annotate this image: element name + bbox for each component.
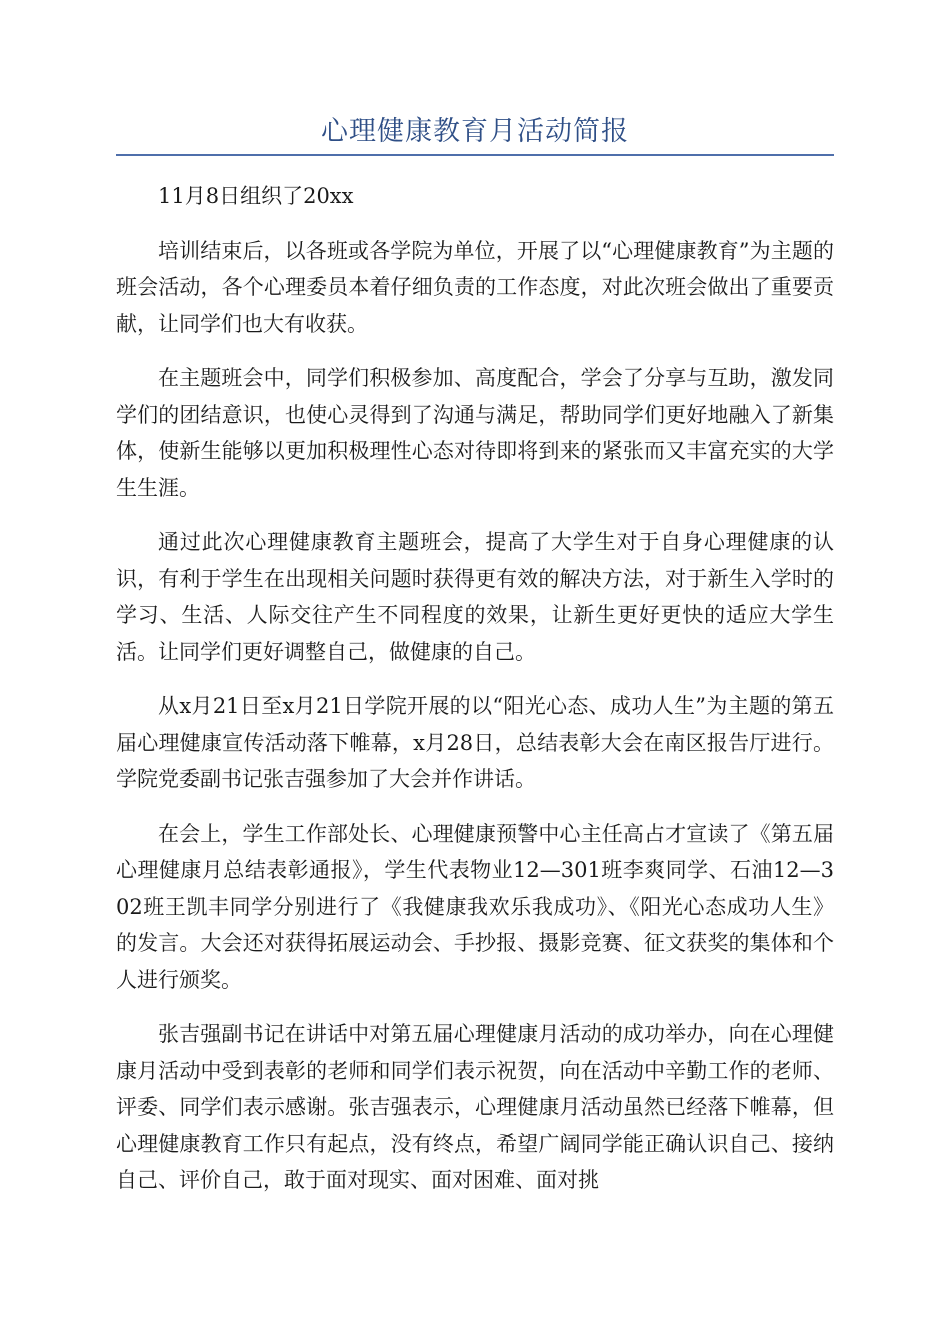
paragraph: 在会上，学生工作部处长、心理健康预警中心主任高占才宣读了《第五届心理健康月总结表彰通报》，学生代表物业12—301班李爽同学、石油12—302班王凯丰同学分别进行了《我健康我欢乐我成功》、《阳光心态成功人生》的发言。大会还对获得拓展运动会、手抄报、摄影竞赛、征文获奖的集体和个人进行颁奖。 xyxy=(116,821,834,992)
paragraph: 从x月21日至x月21日学院开展的以“阳光心态、成功人生”为主题的第五届心理健康宣传活动落下帷幕，x月28日，总结表彰大会在南区报告厅进行。学院党委副书记张吉强参加了大会并作讲话。 xyxy=(116,694,834,791)
paragraph: 在主题班会中，同学们积极参加、高度配合，学会了分享与互助，激发同学们的团结意识，也使心灵得到了沟通与满足，帮助同学们更好地融入了新集体，使新生能够以更加积极理性心态对待即将到来的紧张而又丰富充实的大学生生涯。 xyxy=(116,366,834,500)
paragraph: 张吉强副书记在讲话中对第五届心理健康月活动的成功举办，向在心理健康月活动中受到表彰的老师和同学们表示祝贺，向在活动中辛勤工作的老师、评委、同学们表示感谢。张吉强表示，心理健康月活动虽然已经落下帷幕，但心理健康教育工作只有起点，没有终点，希望广阔同学能正确认识自己、接纳自己、评价自己，敢于面对现实、面对困难、面对挑 xyxy=(116,1022,834,1192)
paragraph: 培训结束后，以各班或各学院为单位，开展了以“心理健康教育”为主题的班会活动，各个心理委员本着仔细负责的工作态度，对此次班会做出了重要贡献，让同学们也大有收获。 xyxy=(116,238,834,336)
paragraph: 11月8日组织了20xx xyxy=(158,184,354,208)
paragraph: 通过此次心理健康教育主题班会，提高了大学生对于自身心理健康的认识，有利于学生在出现相关问题时获得更有效的解决方法，对于新生入学时的学习、生活、人际交往产生不同程度的效果，让新生更好更快的适应大学生活。让同学们更好调整自己，做健康的自己。 xyxy=(116,530,834,664)
title-underline xyxy=(116,154,834,156)
document-body xyxy=(116,178,834,1217)
document-title: 心理健康教育月活动简报 xyxy=(321,116,629,147)
